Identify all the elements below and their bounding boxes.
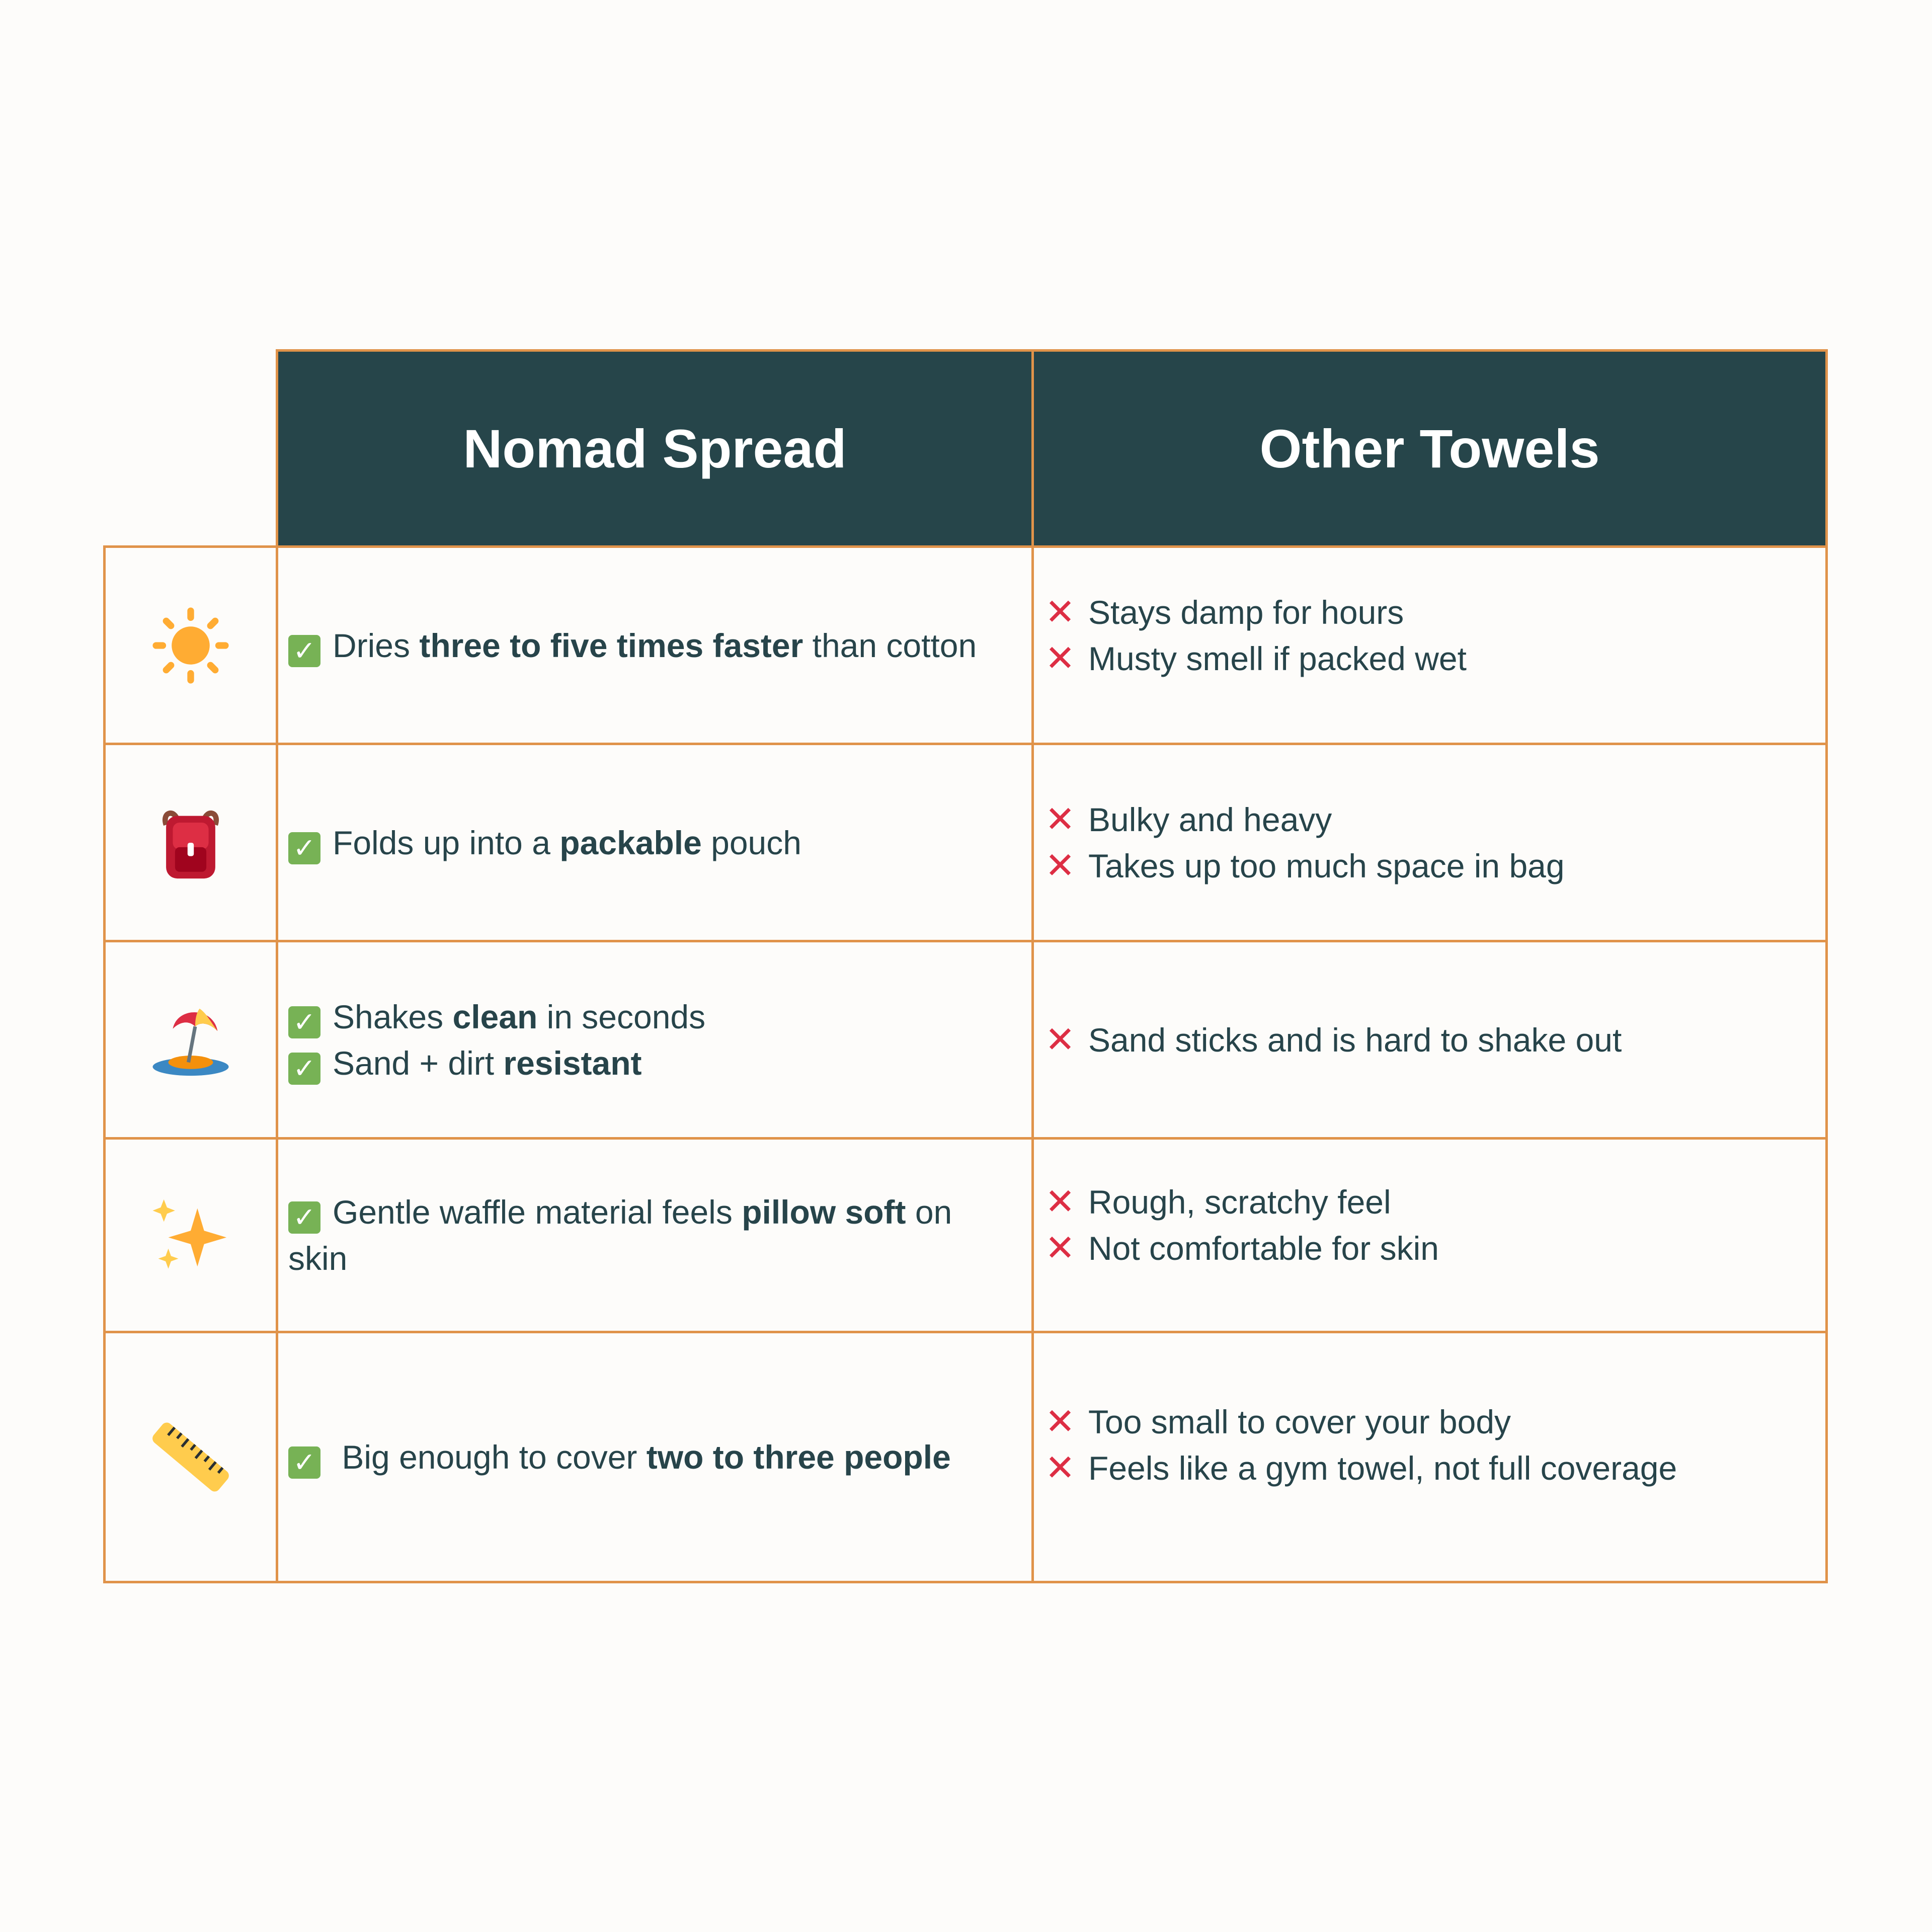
- benefit-text: Dries: [333, 626, 420, 664]
- cross-mark-icon: ✕: [1044, 1019, 1076, 1060]
- benefit-item: [288, 1040, 705, 1086]
- benefit-highlight: clean: [452, 998, 538, 1035]
- header-nomad-spread-label: Nomad Spread: [463, 418, 847, 479]
- other-towels-cell: [1031, 545, 1828, 745]
- drawback-list: [1044, 589, 1467, 682]
- benefit-highlight: two to three people: [646, 1438, 951, 1476]
- cross-mark-icon: ✕: [1044, 1402, 1076, 1442]
- row-icon-cell: [103, 545, 278, 745]
- benefit-list: [288, 1189, 1016, 1281]
- cross-mark-icon: ✕: [1044, 845, 1076, 886]
- check-mark-icon: ✓: [288, 1006, 320, 1038]
- benefit-highlight: pillow soft: [742, 1193, 906, 1231]
- backpack-icon: [150, 802, 231, 883]
- drawback-text: Not comfortable for skin: [1088, 1230, 1439, 1267]
- drawback-item: [1044, 1017, 1622, 1063]
- drawback-list: [1044, 1017, 1622, 1063]
- benefit-text: Shakes: [333, 998, 453, 1035]
- benefit-text: Big enough to cover: [333, 1438, 647, 1476]
- header-other-towels-label: Other Towels: [1259, 418, 1600, 479]
- nomad-spread-cell: [276, 1137, 1034, 1333]
- benefit-highlight: resistant: [503, 1044, 642, 1082]
- check-mark-icon: ✓: [288, 1446, 320, 1479]
- drawback-item: [1044, 635, 1467, 682]
- drawback-text: Rough, scratchy feel: [1088, 1183, 1391, 1221]
- benefit-text: Folds up into a: [333, 824, 560, 861]
- nomad-spread-cell: [276, 940, 1034, 1140]
- drawback-text: Bulky and heavy: [1088, 800, 1332, 838]
- benefit-text: on skin: [288, 1193, 952, 1277]
- other-towels-cell: [1031, 1331, 1828, 1583]
- nomad-spread-cell: [276, 1331, 1034, 1583]
- benefit-item: [288, 820, 801, 866]
- drawback-list: [1044, 796, 1565, 889]
- benefit-text: than cotton: [803, 626, 977, 664]
- benefit-item: [288, 622, 977, 669]
- nomad-spread-cell: [276, 545, 1034, 745]
- drawback-text: Too small to cover your body: [1088, 1403, 1511, 1440]
- drawback-list: [1044, 1179, 1439, 1271]
- drawback-item: [1044, 1179, 1439, 1225]
- drawback-text: Stays damp for hours: [1088, 593, 1404, 631]
- drawback-text: Musty smell if packed wet: [1088, 639, 1467, 677]
- benefit-text: in seconds: [537, 998, 706, 1035]
- row-icon-cell: [103, 1331, 278, 1583]
- cross-mark-icon: ✕: [1044, 1182, 1076, 1222]
- drawback-item: [1044, 796, 1565, 843]
- benefit-item: [288, 1434, 951, 1480]
- header-nomad-spread: [276, 349, 1034, 548]
- drawback-text: Sand sticks and is hard to shake out: [1088, 1021, 1622, 1059]
- beach-umbrella-icon: [150, 1000, 231, 1080]
- benefit-highlight: three to five times faster: [419, 626, 803, 664]
- benefit-list: [288, 1434, 951, 1480]
- cross-mark-icon: ✕: [1044, 592, 1076, 632]
- benefit-text: Sand + dirt: [333, 1044, 504, 1082]
- cross-mark-icon: ✕: [1044, 1448, 1076, 1488]
- benefit-item: [288, 994, 705, 1040]
- drawback-text: Takes up too much space in bag: [1088, 847, 1565, 884]
- benefit-text: Gentle waffle material feels: [333, 1193, 742, 1231]
- drawback-item: [1044, 589, 1467, 635]
- benefit-highlight: packable: [559, 824, 702, 861]
- benefit-item: [288, 1189, 1016, 1281]
- check-mark-icon: ✓: [288, 832, 320, 864]
- cross-mark-icon: ✕: [1044, 638, 1076, 679]
- drawback-item: [1044, 1225, 1439, 1271]
- drawback-item: [1044, 1445, 1677, 1491]
- cross-mark-icon: ✕: [1044, 799, 1076, 840]
- row-icon-cell: [103, 743, 278, 942]
- drawback-list: [1044, 1333, 1677, 1491]
- benefit-list: [288, 622, 977, 669]
- header-other-towels: [1031, 349, 1828, 548]
- sparkles-icon: [150, 1195, 231, 1275]
- check-mark-icon: ✓: [288, 635, 320, 667]
- check-mark-icon: ✓: [288, 1053, 320, 1085]
- benefit-list: [288, 994, 705, 1086]
- cross-mark-icon: ✕: [1044, 1228, 1076, 1268]
- other-towels-cell: [1031, 743, 1828, 942]
- drawback-text: Feels like a gym towel, not full coverage: [1088, 1450, 1677, 1487]
- other-towels-cell: [1031, 1137, 1828, 1333]
- drawback-item: [1044, 1399, 1677, 1445]
- row-icon-cell: [103, 940, 278, 1140]
- ruler-icon: [150, 1417, 231, 1497]
- nomad-spread-cell: [276, 743, 1034, 942]
- sun-icon: [150, 605, 231, 686]
- other-towels-cell: [1031, 940, 1828, 1140]
- benefit-text: pouch: [701, 824, 801, 861]
- drawback-item: [1044, 843, 1565, 889]
- benefit-list: [288, 820, 801, 866]
- check-mark-icon: ✓: [288, 1201, 320, 1234]
- row-icon-cell: [103, 1137, 278, 1333]
